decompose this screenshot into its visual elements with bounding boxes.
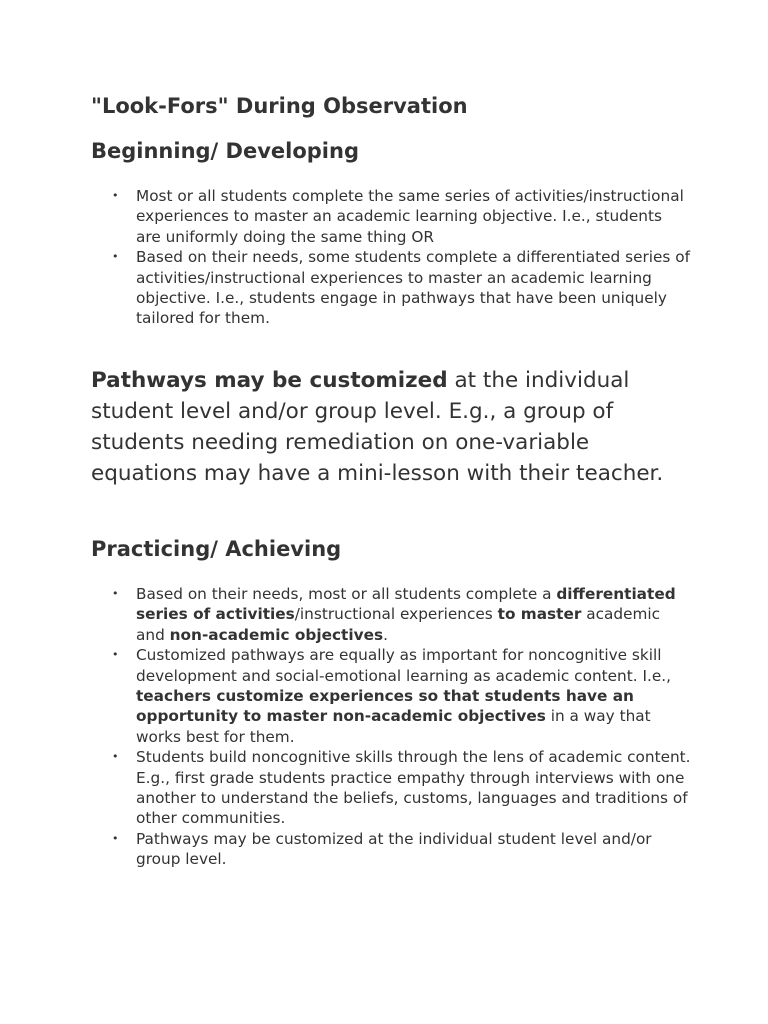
- item-bold-text: teachers customize experiences so that students have an opportunity to master non-academic objectives: [136, 687, 634, 726]
- item-text: /instructional experiences: [294, 605, 498, 624]
- list-item: • Based on their needs, some students complete a differentiated series of activities/instructional experiences to master an academic learning objective. I.e., students engage in pathways that have been uniquely tailored for them.: [91, 247, 691, 329]
- callout-text: at the individual student level and/or group level. E.g., a group of students needing remediation on one-variable equations may have a mini-lesson with their teacher.: [91, 368, 664, 486]
- item-text: academic and: [136, 605, 661, 644]
- item-text: Customized pathways are equally as important for noncognitive skill development and social-emotional learning as academic content. I.e.,: [136, 646, 671, 685]
- item-bold-text: to master: [497, 605, 582, 624]
- practicing-achieving-list: [91, 584, 691, 870]
- item-text: Based on their needs, most or all students complete a: [136, 585, 557, 603]
- list-item: [91, 584, 691, 645]
- list-item: [91, 645, 691, 747]
- section-heading-beginning-developing: Beginning/ Developing: [91, 139, 359, 163]
- list-item: • Most or all students complete the same series of activities/instructional experiences to master an academic learning objective. I.e., students are uniformly doing the same thing OR: [91, 186, 691, 247]
- item-bold-text: differentiated series of activities: [136, 585, 676, 624]
- list-item: • Students build noncognitive skills through the lens of academic content. E.g., first grade students practice empathy through interviews with one another to understand the beliefs, customs, languages and traditions of other communities.: [91, 747, 691, 829]
- beginning-developing-list: [91, 186, 691, 329]
- section-heading-practicing-achieving: Practicing/ Achieving: [91, 537, 342, 561]
- pathways-callout: [91, 365, 681, 489]
- item-bold-text: non-academic objectives: [169, 625, 384, 644]
- callout-bold-text: Pathways may be customized: [91, 368, 448, 393]
- item-text: in a way that works best for them.: [136, 707, 651, 746]
- document-title: "Look-Fors" During Observation: [91, 94, 468, 118]
- list-item: • Pathways may be customized at the individual student level and/or group level.: [91, 829, 691, 870]
- item-text: .: [383, 625, 388, 644]
